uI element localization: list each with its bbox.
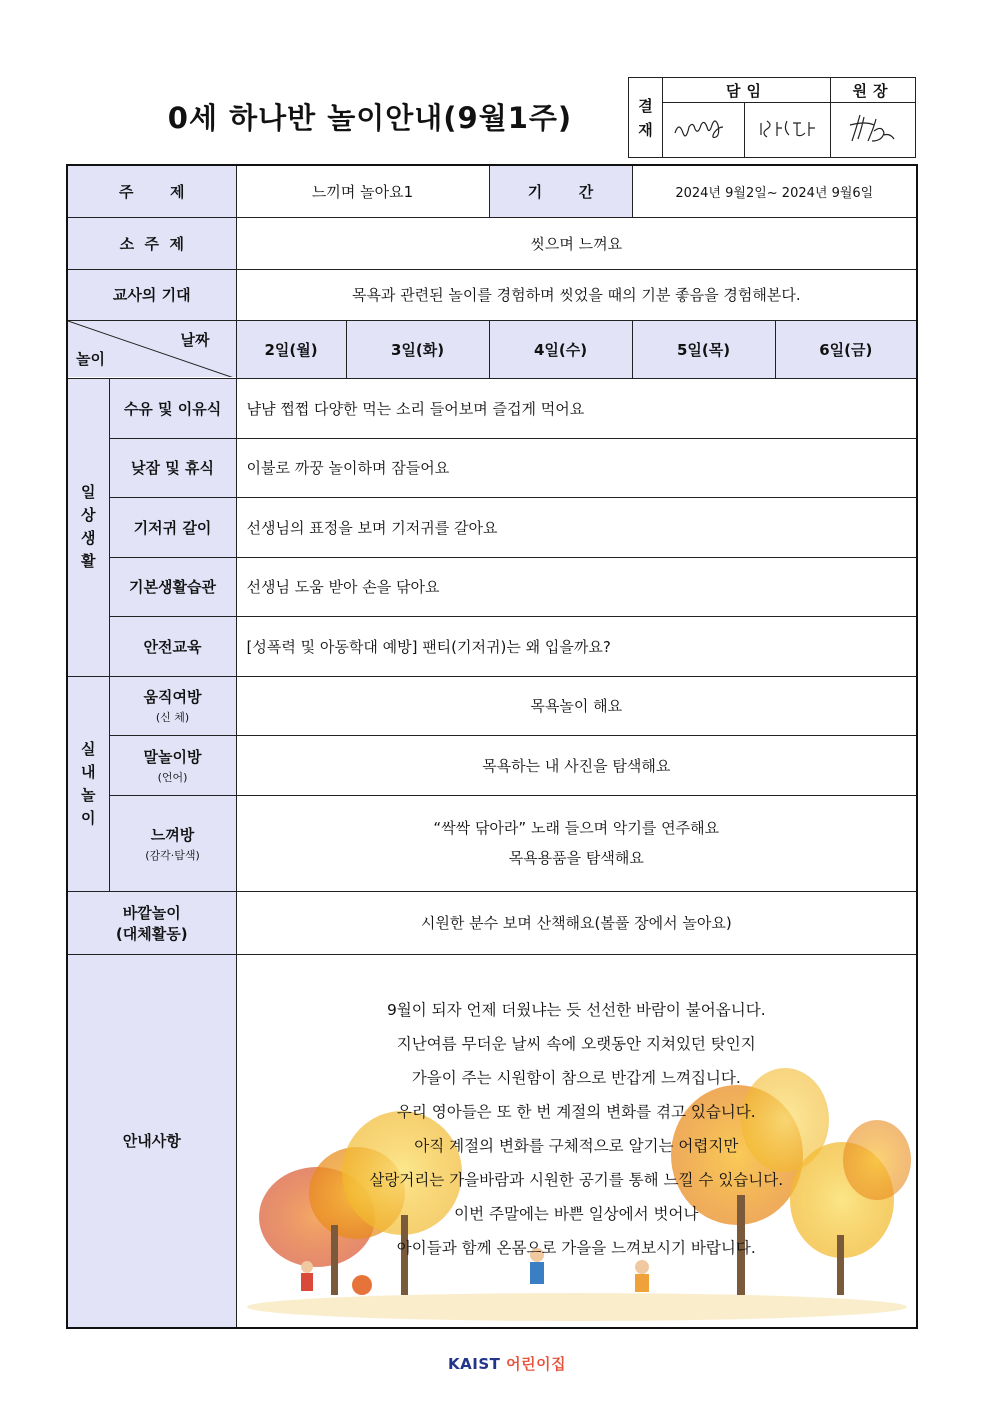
teacher-signature-1 xyxy=(663,103,745,158)
notice-line: 가을이 주는 시원함이 참으로 반갑게 느껴집니다. xyxy=(411,1068,741,1087)
notice-line: 아직 계절의 변화를 구체적으로 알기는 어렵지만 xyxy=(414,1136,739,1155)
director-signature xyxy=(831,103,916,158)
daily-item-value: 선생님 도움 받아 손을 닦아요 xyxy=(236,557,917,616)
notice-line: 살랑거리는 가을바람과 시원한 공기를 통해 느낄 수 있습니다. xyxy=(369,1170,784,1189)
indoor-item-label: 느껴방 (감각·탐색) xyxy=(109,795,236,891)
weekly-plan-table xyxy=(66,164,918,1329)
notice-line: 아이들과 함께 온몸으로 가을을 느껴보시기 바랍니다. xyxy=(396,1238,756,1257)
day-header-thu: 5일(목) xyxy=(632,320,775,378)
approval-label xyxy=(629,78,663,158)
indoor-item-label: 말놀이방 (언어) xyxy=(109,735,236,795)
daily-item-value: 이불로 까꿍 놀이하며 잠들어요 xyxy=(236,438,917,497)
notice-line: 지난여름 무더운 날씨 속에 오랫동안 지쳐있던 탓인지 xyxy=(396,1034,756,1053)
indoor-item-value: 목욕하는 내 사진을 탐색해요 xyxy=(236,735,917,795)
approval-box xyxy=(628,77,916,158)
approval-teacher-header: 담임 xyxy=(663,78,831,103)
theme-label: 주 제 xyxy=(67,165,236,217)
theme-value: 느끼며 놀아요1 xyxy=(236,165,489,217)
indoor-item-label: 움직여방 (신 체) xyxy=(109,676,236,735)
daily-life-group-label xyxy=(67,378,109,676)
teacher-expectation-value: 목욕과 관련된 놀이를 경험하며 씻었을 때의 기분 좋음을 경험해본다. xyxy=(236,269,917,320)
daily-item-label: 수유 및 이유식 xyxy=(109,378,236,438)
indoor-play-group-label xyxy=(67,676,109,891)
indoor-item-value: 목욕놀이 해요 xyxy=(236,676,917,735)
date-play-header xyxy=(67,320,236,378)
daily-vert-text: 일 상 생 활 xyxy=(81,483,96,570)
notice-line: 9월이 되자 언제 더웠냐는 듯 선선한 바람이 불어옵니다. xyxy=(386,1000,766,1019)
page-title: 0세 하나반 놀이안내(9월1주) xyxy=(167,101,573,135)
kaist-kindergarten-logo: KAIST 어린이집 xyxy=(448,1355,567,1373)
date-header-label: 날짜 xyxy=(180,331,210,349)
daily-item-value: [성폭력 및 아동학대 예방] 팬티(기저귀)는 왜 입을까요? xyxy=(236,616,917,676)
indoor-vert-text: 실 내 놀 이 xyxy=(81,739,96,827)
play-header-label: 놀이 xyxy=(76,350,105,368)
outdoor-play-label: 바깥놀이 (대체활동) xyxy=(67,891,236,954)
daily-item-label: 기본생활습관 xyxy=(109,557,236,616)
teacher-signature-2 xyxy=(745,103,831,158)
subtheme-label: 소 주 제 xyxy=(67,217,236,269)
daily-item-value: 냠냠 쩝쩝 다양한 먹는 소리 들어보며 즐겁게 먹어요 xyxy=(236,378,917,438)
appr-lbl-text: 결 재 xyxy=(638,96,653,139)
notice-text xyxy=(237,955,917,1265)
day-header-wed: 4일(수) xyxy=(489,320,632,378)
day-header-tue: 3일(화) xyxy=(346,320,489,378)
period-label: 기 간 xyxy=(489,165,632,217)
subtheme-value: 씻으며 느껴요 xyxy=(236,217,917,269)
notice-line: 이번 주말에는 바쁜 일상에서 벗어나 xyxy=(454,1204,699,1223)
daily-item-value: 선생님의 표정을 보며 기저귀를 갈아요 xyxy=(236,497,917,557)
notice-label: 안내사항 xyxy=(67,954,236,1328)
notice-line: 우리 영아들은 또 한 번 계절의 변화를 겪고 있습니다. xyxy=(396,1102,756,1121)
day-header-mon: 2일(월) xyxy=(236,320,346,378)
day-header-fri: 6일(금) xyxy=(775,320,917,378)
period-value: 2024년 9월2일~ 2024년 9월6일 xyxy=(632,165,917,217)
daily-item-label: 기저귀 갈이 xyxy=(109,497,236,557)
outdoor-play-value: 시원한 분수 보며 산책해요(볼풀 장에서 놀아요) xyxy=(236,891,917,954)
teacher-expectation-label: 교사의 기대 xyxy=(67,269,236,320)
daily-item-label: 안전교육 xyxy=(109,616,236,676)
indoor-item-value: “싹싹 닦아라” 노래 들으며 악기를 연주해요 목욕용품을 탐색해요 xyxy=(236,795,917,891)
approval-director-header: 원장 xyxy=(831,78,916,103)
daily-item-label: 낮잠 및 휴식 xyxy=(109,438,236,497)
notice-content xyxy=(236,954,917,1328)
